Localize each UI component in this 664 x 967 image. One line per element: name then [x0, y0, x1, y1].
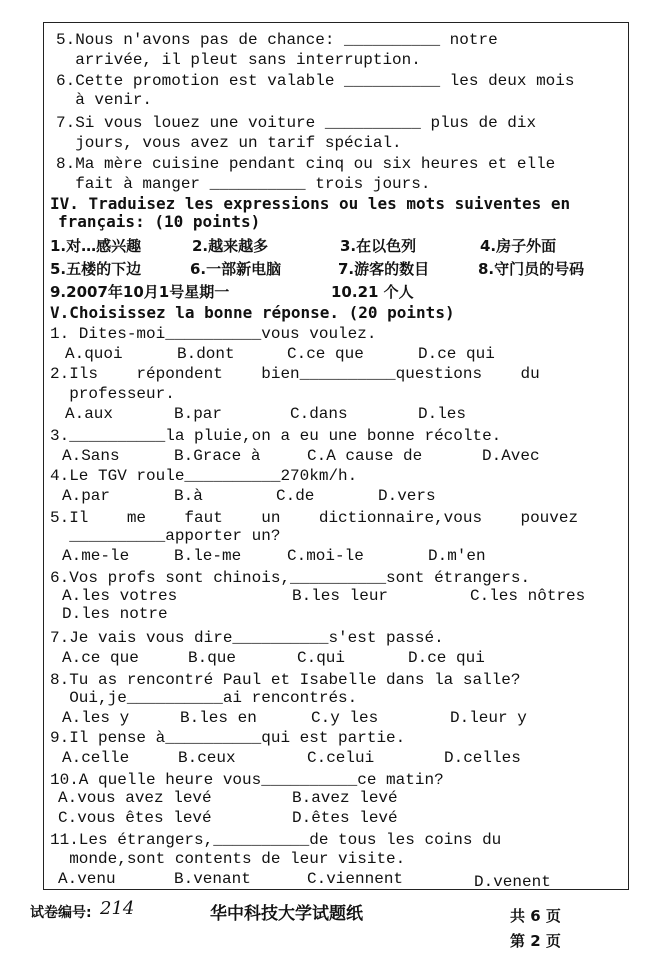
question-line: 1. Dites-moi__________vous voulez.	[50, 325, 377, 343]
translation-item: 10.21 个人	[331, 283, 414, 301]
answer-option: D.les	[418, 405, 467, 423]
total-pages: 共 6 页	[510, 907, 561, 925]
answer-option: C.viennent	[307, 870, 404, 888]
answer-option: D.ce qui	[408, 649, 485, 667]
question-line: professeur.	[50, 385, 175, 403]
answer-option: B.dont	[177, 345, 235, 363]
question-line: 7.Si vous louez une voiture __________ plus de dix	[56, 114, 537, 132]
answer-option: D.venent	[474, 873, 551, 891]
answer-option: A.vous avez levé	[58, 789, 212, 807]
answer-option: D.celles	[444, 749, 521, 767]
question-line: 10.A quelle heure vous__________ce matin?	[50, 771, 444, 789]
translation-item: 8.守门员的号码	[478, 260, 585, 278]
section-heading: IV. Traduisez les expressions ou les mots suiventes en	[50, 194, 571, 213]
answer-option: B.par	[174, 405, 223, 423]
answer-option: B.le-me	[174, 547, 242, 565]
answer-option: A.par	[62, 487, 111, 505]
question-line: 4.Le TGV roule__________270km/h.	[50, 467, 358, 485]
question-line: 2.Ils répondent bien__________questions du	[50, 365, 540, 383]
section-heading: V.Choisissez la bonne réponse. (20 points)	[50, 303, 455, 322]
answer-option: D.ce qui	[418, 345, 495, 363]
answer-option: A.ce que	[62, 649, 139, 667]
answer-option: D.les notre	[62, 605, 168, 623]
answer-option: C.de	[276, 487, 315, 505]
section-heading: français: (10 points)	[58, 212, 261, 231]
translation-item: 6.一部新电脑	[190, 260, 282, 278]
answer-option: B.Grace à	[174, 447, 261, 465]
answer-option: D.êtes levé	[292, 809, 398, 827]
answer-option: A.Sans	[62, 447, 120, 465]
answer-option: B.avez levé	[292, 789, 398, 807]
question-line: 3.__________la pluie,on a eu une bonne récolte.	[50, 427, 502, 445]
answer-option: B.que	[188, 649, 237, 667]
question-line: 5.Il me faut un dictionnaire,vous pouvez	[50, 509, 579, 527]
answer-option: B.les leur	[292, 587, 389, 605]
answer-option: C.qui	[297, 649, 346, 667]
question-line: 11.Les étrangers,__________de tous les coins du	[50, 831, 502, 849]
question-line: 5.Nous n'avons pas de chance: __________ notre	[56, 31, 498, 49]
answer-option: C.moi-le	[287, 547, 364, 565]
answer-option: D.vers	[378, 487, 436, 505]
answer-option: C.y les	[311, 709, 379, 727]
answer-option: B.venant	[174, 870, 251, 888]
question-line: Oui,je__________ai rencontrés.	[50, 689, 358, 707]
answer-option: C.A cause de	[307, 447, 423, 465]
translation-item: 4.房子外面	[480, 237, 557, 255]
answer-option: C.dans	[290, 405, 348, 423]
question-line: fait à manger __________ trois jours.	[56, 175, 431, 193]
question-line: 7.Je vais vous dire__________s'est passé.	[50, 629, 444, 647]
answer-option: D.Avec	[482, 447, 540, 465]
answer-option: A.venu	[58, 870, 116, 888]
footer-title: 华中科技大学试题纸	[210, 904, 363, 924]
translation-item: 3.在以色列	[340, 237, 417, 255]
answer-option: A.les votres	[62, 587, 178, 605]
translation-item: 7.游客的数目	[338, 260, 430, 278]
question-line: 8.Tu as rencontré Paul et Isabelle dans la salle?	[50, 671, 521, 689]
question-line: à venir.	[56, 91, 153, 109]
answer-option: B.à	[174, 487, 203, 505]
answer-option: A.les y	[62, 709, 130, 727]
answer-option: B.les en	[180, 709, 257, 727]
paper-number-label: 试卷编号:	[30, 905, 92, 921]
question-line: 6.Vos profs sont chinois,__________sont étrangers.	[50, 569, 531, 587]
answer-option: A.aux	[65, 405, 114, 423]
answer-option: A.celle	[62, 749, 130, 767]
answer-option: C.celui	[307, 749, 375, 767]
translation-item: 2.越来越多	[192, 237, 269, 255]
question-line: 9.Il pense à__________qui est partie.	[50, 729, 406, 747]
question-line: 6.Cette promotion est valable __________ les deux mois	[56, 72, 575, 90]
question-line: jours, vous avez un tarif spécial.	[56, 134, 402, 152]
question-line: arrivée, il pleut sans interruption.	[56, 51, 421, 69]
answer-option: C.les nôtres	[470, 587, 586, 605]
question-line: monde,sont contents de leur visite.	[50, 850, 406, 868]
question-line: 8.Ma mère cuisine pendant cinq ou six heures et elle	[56, 155, 556, 173]
translation-item: 1.对…感兴趣	[50, 237, 142, 255]
answer-option: A.quoi	[65, 345, 123, 363]
paper-number: 214	[100, 898, 135, 919]
translation-item: 9.2007年10月1号星期一	[50, 283, 230, 301]
answer-option: A.me-le	[62, 547, 130, 565]
answer-option: B.ceux	[178, 749, 236, 767]
answer-option: D.m'en	[428, 547, 486, 565]
page-number: 第 2 页	[510, 932, 561, 950]
translation-item: 5.五楼的下边	[50, 260, 142, 278]
answer-option: C.ce que	[287, 345, 364, 363]
answer-option: D.leur y	[450, 709, 527, 727]
answer-option: C.vous êtes levé	[58, 809, 212, 827]
question-line: __________apporter un?	[50, 527, 281, 545]
